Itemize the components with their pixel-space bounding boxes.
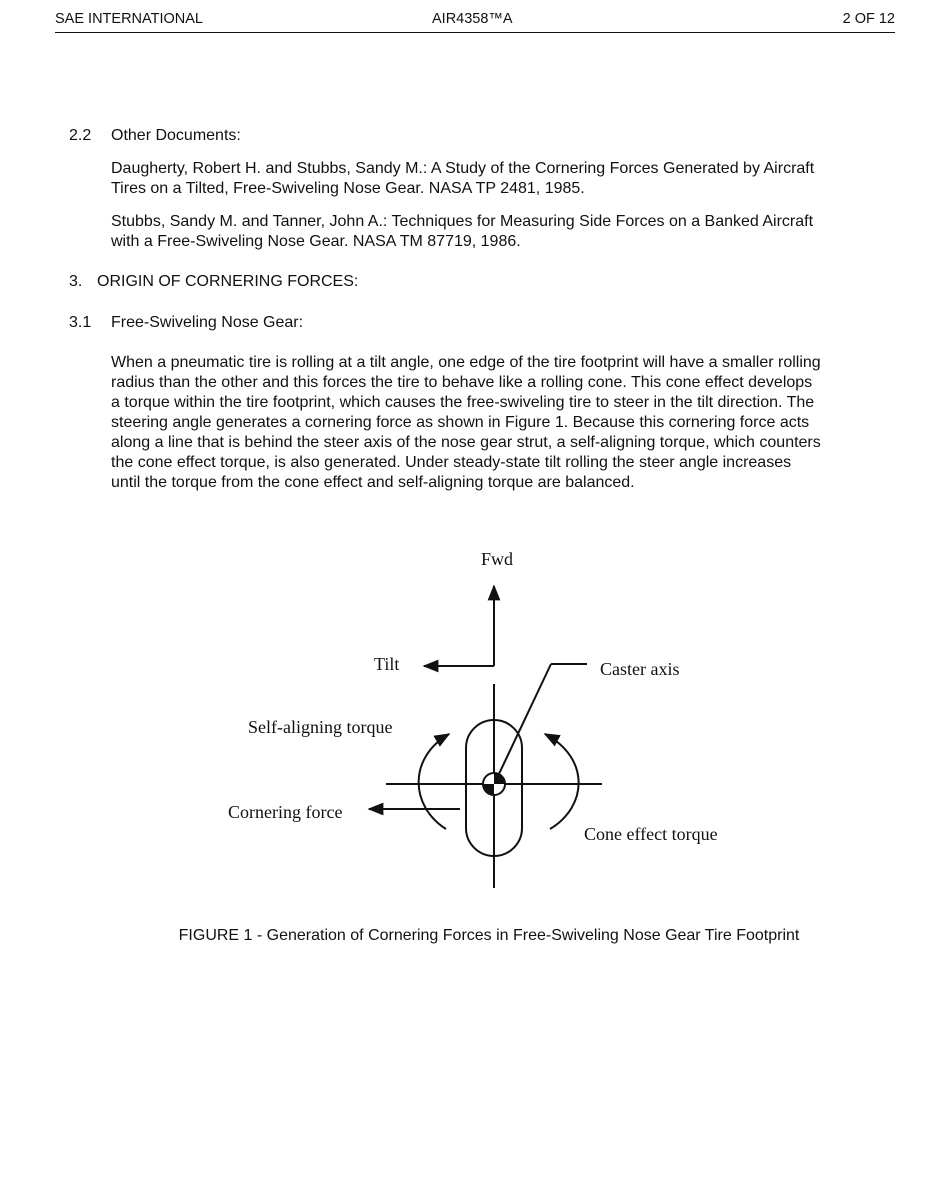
body-line: the cone effect torque, is also generated. Under steady-state tilt rolling the steer angle increases	[111, 454, 792, 471]
header-page-number: 2 OF 12	[842, 11, 895, 27]
reference-1	[111, 159, 871, 199]
body-line: steering angle generates a cornering force as shown in Figure 1. Because this cornering force acts	[111, 414, 810, 431]
body-line: until the torque from the cone effect and self-aligning torque are balanced.	[111, 474, 635, 491]
figure-1-caption: FIGURE 1 - Generation of Cornering Forces in Free-Swiveling Nose Gear Tire Footprint	[178, 927, 800, 944]
section-2-2-title: Other Documents:	[111, 127, 241, 144]
self-aligning-torque-arc	[419, 734, 449, 829]
tilt-label: Tilt	[374, 654, 400, 674]
header-left: SAE INTERNATIONAL	[55, 11, 203, 27]
fwd-label: Fwd	[481, 549, 514, 569]
body-line: along a line that is behind the steer axis of the nose gear strut, a self-aligning torque, which counters	[111, 434, 821, 451]
cone-effect-torque-arc	[545, 734, 579, 829]
figure-1-diagram	[200, 540, 740, 890]
section-3-1-body	[111, 353, 871, 493]
section-3-title: ORIGIN OF CORNERING FORCES:	[97, 273, 359, 290]
reference-2-line: with a Free-Swiveling Nose Gear. NASA TM 87719, 1986.	[111, 233, 521, 250]
header-doc-number: AIR4358™A	[432, 11, 513, 27]
header-rule	[55, 32, 895, 33]
body-line: radius than the other and this forces the tire to behave like a rolling cone. This cone effect develops	[111, 374, 813, 391]
body-line: When a pneumatic tire is rolling at a tilt angle, one edge of the tire footprint will have a smaller rolling	[111, 354, 821, 371]
reference-1-line: Tires on a Tilted, Free-Swiveling Nose Gear. NASA TP 2481, 1985.	[111, 180, 585, 197]
body-line: a torque within the tire footprint, which causes the free-swiveling tire to steer in the tilt direction. The	[111, 394, 815, 411]
center-marker-quadrant	[483, 784, 494, 795]
cone-effect-torque-label: Cone effect torque	[584, 824, 718, 844]
reference-2-line: Stubbs, Sandy M. and Tanner, John A.: Techniques for Measuring Side Forces on a Banked Aircraft	[111, 213, 814, 230]
cornering-force-label: Cornering force	[228, 802, 343, 822]
self-aligning-torque-label: Self-aligning torque	[248, 717, 393, 737]
reference-2	[111, 212, 871, 252]
reference-1-line: Daugherty, Robert H. and Stubbs, Sandy M.: A Study of the Cornering Forces Generated by Aircraft	[111, 160, 815, 177]
section-3-1-title: Free-Swiveling Nose Gear:	[111, 314, 304, 331]
section-2-2-number: 2.2	[69, 127, 92, 144]
section-3-number: 3.	[69, 273, 83, 290]
caster-axis-label: Caster axis	[600, 659, 680, 679]
caster-axis-line	[498, 664, 551, 776]
section-3-1-number: 3.1	[69, 314, 92, 331]
